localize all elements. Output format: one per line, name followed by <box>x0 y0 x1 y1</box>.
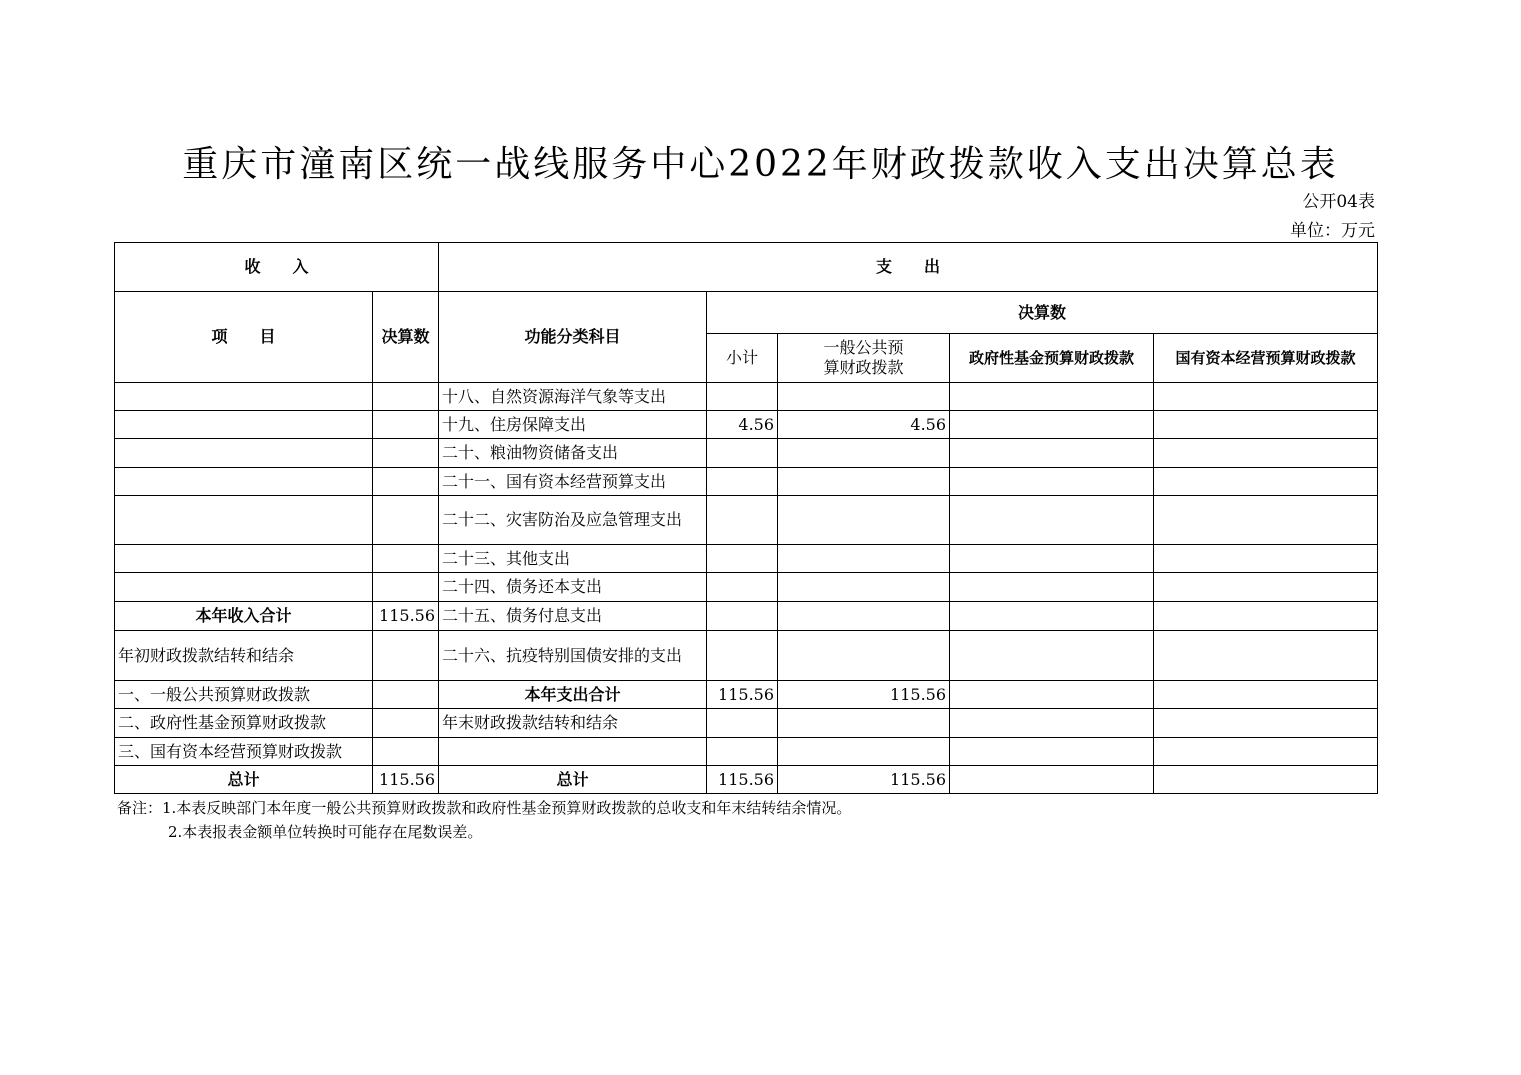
item-cell: 总计 <box>115 766 373 794</box>
subtotal-cell <box>707 738 778 766</box>
item-cell: 二、政府性基金预算财政拨款 <box>115 709 373 738</box>
table-row <box>115 738 1378 766</box>
subtotal-cell <box>707 709 778 738</box>
income-amount-cell <box>373 681 439 709</box>
subtotal-cell <box>707 545 778 573</box>
item-header: 项 目 <box>115 292 373 383</box>
gov-fund-cell <box>950 411 1154 439</box>
gov-fund-cell <box>950 545 1154 573</box>
table-row <box>115 496 1378 545</box>
table-row <box>115 602 1378 631</box>
subtotal-header: 小计 <box>707 334 778 383</box>
page-title: 重庆市潼南区统一战线服务中心2022年财政拨款收入支出决算总表 <box>182 144 1339 185</box>
income-amount-cell: 115.56 <box>373 766 439 794</box>
state-capital-cell <box>1154 766 1378 794</box>
income-amount-cell <box>373 573 439 602</box>
item-cell <box>115 545 373 573</box>
subject-cell: 二十六、抗疫特别国债安排的支出 <box>439 631 707 681</box>
item-cell <box>115 573 373 602</box>
state-capital-cell <box>1154 631 1378 681</box>
state-capital-cell <box>1154 383 1378 411</box>
subject-cell: 年末财政拨款结转和结余 <box>439 709 707 738</box>
gov-fund-cell <box>950 766 1154 794</box>
state-capital-cell <box>1154 602 1378 631</box>
subtotal-cell <box>707 468 778 496</box>
func-subject-header: 功能分类科目 <box>439 292 707 383</box>
form-number: 公开04表 <box>1302 192 1375 212</box>
gov-fund-cell <box>950 631 1154 681</box>
table-row <box>115 766 1378 794</box>
state-capital-cell <box>1154 545 1378 573</box>
table-row <box>115 439 1378 468</box>
state-capital-cell <box>1154 439 1378 468</box>
subject-cell: 十九、住房保障支出 <box>439 411 707 439</box>
subtotal-cell <box>707 573 778 602</box>
expense-amount-header: 决算数 <box>707 292 1378 334</box>
item-cell <box>115 383 373 411</box>
subtotal-cell <box>707 439 778 468</box>
state-capital-cell <box>1154 709 1378 738</box>
subject-cell: 二十、粮油物资储备支出 <box>439 439 707 468</box>
income-amount-cell: 115.56 <box>373 602 439 631</box>
subject-cell: 本年支出合计 <box>439 681 707 709</box>
general-budget-cell <box>778 439 950 468</box>
income-amount-cell <box>373 411 439 439</box>
table-row <box>115 383 1378 411</box>
table-row <box>115 573 1378 602</box>
subject-cell: 二十一、国有资本经营预算支出 <box>439 468 707 496</box>
state-capital-cell <box>1154 573 1378 602</box>
subject-cell: 二十五、债务付息支出 <box>439 602 707 631</box>
header-row-1 <box>115 243 1378 292</box>
income-amount-cell <box>373 631 439 681</box>
state-capital-cell <box>1154 468 1378 496</box>
general-budget-cell <box>778 602 950 631</box>
unit-label: 单位：万元 <box>1290 221 1375 241</box>
table-row <box>115 709 1378 738</box>
expense-header: 支 出 <box>439 243 1378 292</box>
item-cell <box>115 411 373 439</box>
subject-cell: 二十二、灾害防治及应急管理支出 <box>439 496 707 545</box>
footnote-2: 2.本表报表金额单位转换时可能存在尾数误差。 <box>168 823 483 841</box>
gov-fund-cell <box>950 383 1154 411</box>
subject-cell: 总计 <box>439 766 707 794</box>
subtotal-cell <box>707 496 778 545</box>
item-cell <box>115 439 373 468</box>
gov-fund-cell <box>950 439 1154 468</box>
table-row <box>115 545 1378 573</box>
income-amount-cell <box>373 738 439 766</box>
income-amount-header: 决算数 <box>373 292 439 383</box>
budget-table <box>114 242 1378 794</box>
footnote-1: 备注：1.本表反映部门本年度一般公共预算财政拨款和政府性基金预算财政拨款的总收支和年末结转结余情况。 <box>117 799 852 817</box>
subtotal-cell: 115.56 <box>707 681 778 709</box>
gov-fund-cell <box>950 468 1154 496</box>
item-cell: 年初财政拨款结转和结余 <box>115 631 373 681</box>
state-capital-cell <box>1154 681 1378 709</box>
item-cell: 三、国有资本经营预算财政拨款 <box>115 738 373 766</box>
gov-fund-cell <box>950 681 1154 709</box>
gov-fund-cell <box>950 602 1154 631</box>
item-cell: 本年收入合计 <box>115 602 373 631</box>
item-cell: 一、一般公共预算财政拨款 <box>115 681 373 709</box>
income-amount-cell <box>373 468 439 496</box>
general-budget-cell <box>778 468 950 496</box>
gov-fund-cell <box>950 496 1154 545</box>
state-capital-header: 国有资本经营预算财政拨款 <box>1154 334 1378 383</box>
income-amount-cell <box>373 383 439 411</box>
state-capital-cell <box>1154 496 1378 545</box>
gov-fund-cell <box>950 573 1154 602</box>
subtotal-cell: 4.56 <box>707 411 778 439</box>
table-row <box>115 631 1378 681</box>
table-body <box>115 383 1378 794</box>
subject-cell: 二十三、其他支出 <box>439 545 707 573</box>
subject-cell: 十八、自然资源海洋气象等支出 <box>439 383 707 411</box>
general-budget-cell <box>778 738 950 766</box>
general-budget-cell <box>778 709 950 738</box>
general-budget-cell <box>778 383 950 411</box>
subtotal-cell <box>707 383 778 411</box>
state-capital-cell <box>1154 411 1378 439</box>
gov-fund-cell <box>950 738 1154 766</box>
income-amount-cell <box>373 496 439 545</box>
state-capital-cell <box>1154 738 1378 766</box>
general-budget-cell <box>778 573 950 602</box>
general-budget-cell: 4.56 <box>778 411 950 439</box>
item-cell <box>115 496 373 545</box>
subtotal-cell <box>707 602 778 631</box>
subject-cell <box>439 738 707 766</box>
table-row <box>115 411 1378 439</box>
general-budget-cell <box>778 496 950 545</box>
gov-fund-header: 政府性基金预算财政拨款 <box>950 334 1154 383</box>
subtotal-cell <box>707 631 778 681</box>
table-row <box>115 468 1378 496</box>
subject-cell: 二十四、债务还本支出 <box>439 573 707 602</box>
general-budget-cell: 115.56 <box>778 681 950 709</box>
general-budget-header: 一般公共预算财政拨款 <box>778 334 950 383</box>
income-amount-cell <box>373 709 439 738</box>
income-amount-cell <box>373 439 439 468</box>
general-budget-cell <box>778 545 950 573</box>
income-amount-cell <box>373 545 439 573</box>
income-header: 收 入 <box>115 243 439 292</box>
item-cell <box>115 468 373 496</box>
gov-fund-cell <box>950 709 1154 738</box>
general-budget-cell: 115.56 <box>778 766 950 794</box>
header-row-2 <box>115 292 1378 334</box>
general-budget-cell <box>778 631 950 681</box>
table-row <box>115 681 1378 709</box>
subtotal-cell: 115.56 <box>707 766 778 794</box>
